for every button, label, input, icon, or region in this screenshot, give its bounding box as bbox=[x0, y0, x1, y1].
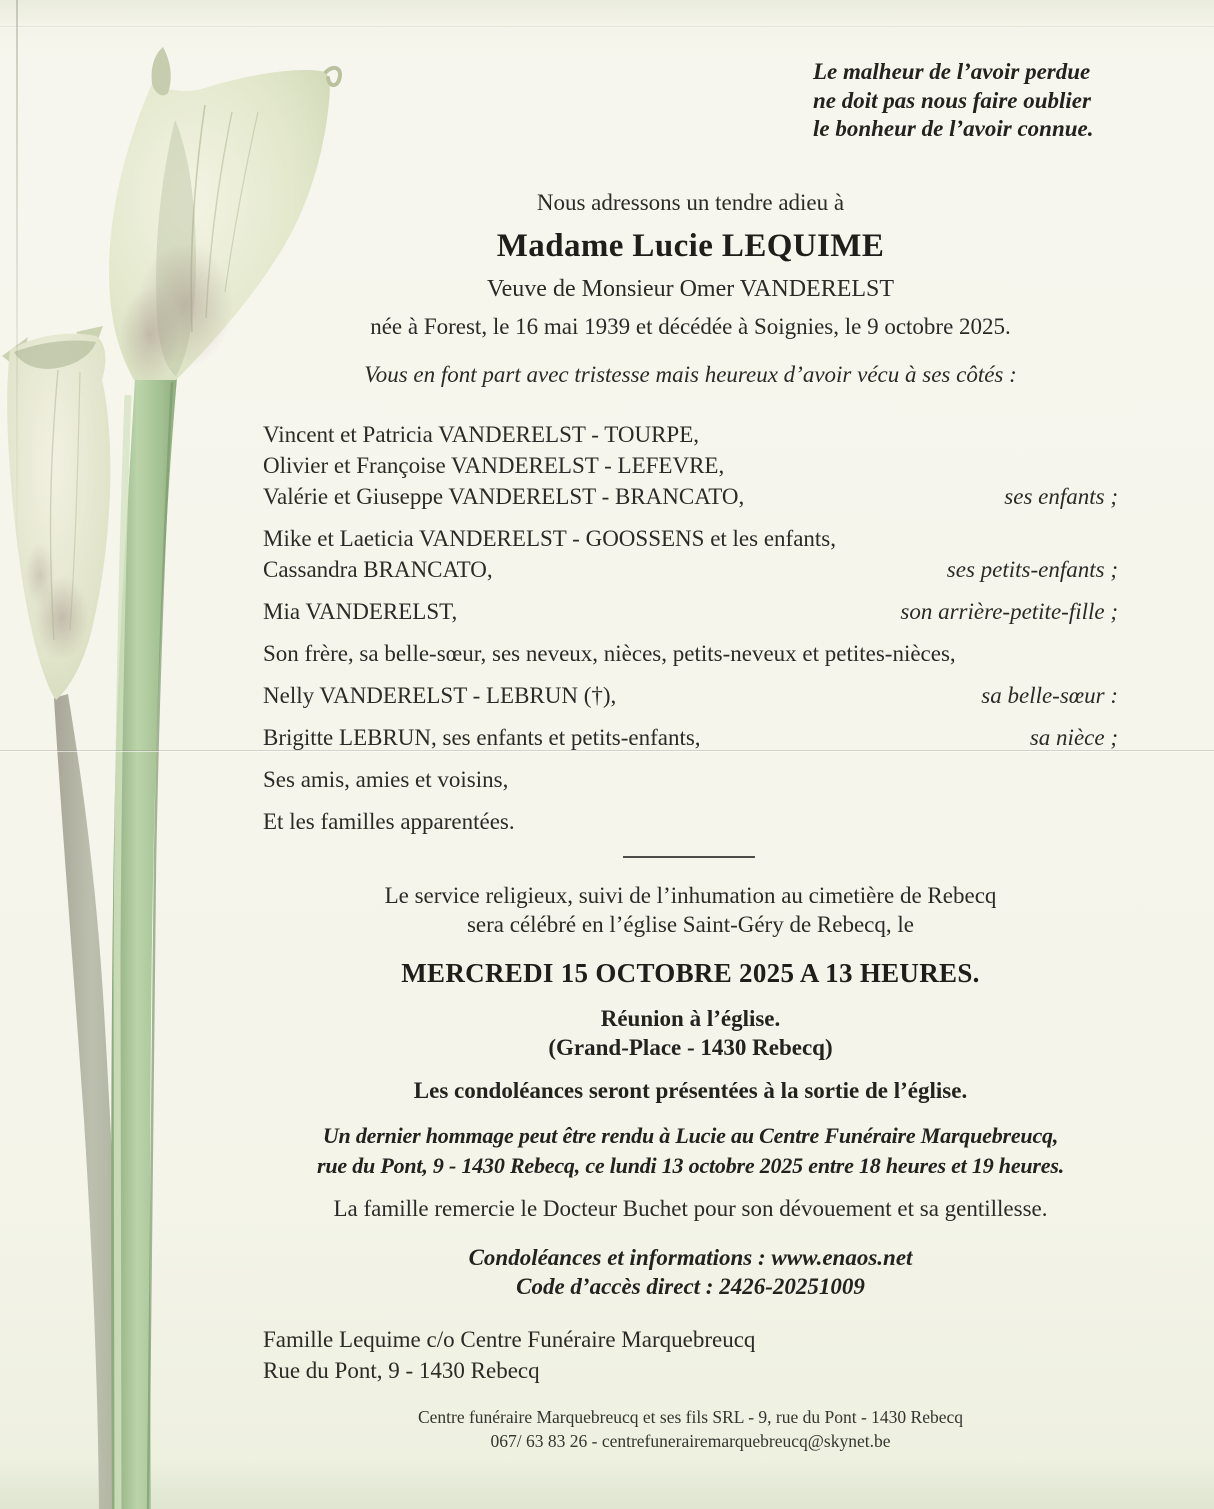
contact-line: Rue du Pont, 9 - 1430 Rebecq bbox=[263, 1358, 540, 1383]
epigraph-line: le bonheur de l’avoir connue. bbox=[813, 116, 1094, 141]
footer-line: 067/ 63 83 26 - centrefunerairemarquebreucq@skynet.be bbox=[490, 1431, 891, 1451]
announcement-line: Vous en font part avec tristesse mais heureux d’avoir vécu à ses côtés : bbox=[364, 362, 1017, 387]
family-row bbox=[263, 419, 1118, 450]
service-line: Le service religieux, suivi de l’inhumation au cimetière de Rebecq bbox=[384, 883, 997, 908]
family-row bbox=[263, 450, 1118, 481]
epigraph-line: ne doit pas nous faire oublier bbox=[813, 87, 1091, 113]
relation-label: ses enfants ; bbox=[1004, 484, 1118, 509]
relation-label: sa belle-sœur : bbox=[981, 683, 1118, 708]
online-access-code: Code d’accès direct : 2426-20251009 bbox=[516, 1274, 865, 1299]
tribute-line: rue du Pont, 9 - 1430 Rebecq, ce lundi 13 octobre 2025 entre 18 heures et 19 heures. bbox=[316, 1153, 1065, 1178]
family-row bbox=[263, 638, 1118, 669]
family-list bbox=[263, 419, 1118, 837]
family-member: Mike et Laeticia VANDERELST - GOOSSENS et les enfants, bbox=[263, 526, 837, 551]
family-member: Valérie et Giuseppe VANDERELST - BRANCATO, bbox=[263, 484, 745, 509]
footer-line: Centre funéraire Marquebreucq et ses fils SRL - 9, rue du Pont - 1430 Rebecq bbox=[417, 1407, 964, 1427]
condolences-line: Les condoléances seront présentées à la sortie de l’église. bbox=[413, 1078, 968, 1103]
family-contact-address bbox=[263, 1324, 1118, 1386]
service-announcement bbox=[263, 881, 1118, 939]
family-row bbox=[263, 554, 1118, 585]
life-dates-line: née à Forest, le 16 mai 1939 et décédée à Soignies, le 9 octobre 2025. bbox=[370, 314, 1011, 339]
relation-label: sa nièce ; bbox=[1029, 725, 1118, 750]
family-row bbox=[263, 596, 1118, 627]
family-member: Son frère, sa belle-sœur, ses neveux, nièces, petits-neveux et petites-nièces, bbox=[263, 641, 956, 666]
family-member: Cassandra BRANCATO, bbox=[263, 557, 493, 582]
meeting-place-line: (Grand-Place - 1430 Rebecq) bbox=[548, 1035, 833, 1060]
family-row bbox=[263, 806, 1118, 837]
family-member: Mia VANDERELST, bbox=[263, 599, 458, 624]
meeting-info bbox=[263, 1004, 1118, 1062]
fold-line-top bbox=[0, 26, 1214, 27]
intro-line: Nous adressons un tendre adieu à bbox=[536, 190, 845, 215]
family-row bbox=[263, 481, 1118, 512]
family-member: Vincent et Patricia VANDERELST - TOURPE, bbox=[263, 422, 700, 447]
tribute-line: Un dernier hommage peut être rendu à Lucie au Centre Funéraire Marquebreucq, bbox=[322, 1123, 1059, 1148]
family-row bbox=[263, 722, 1118, 753]
family-member: Nelly VANDERELST - LEBRUN (†), bbox=[263, 683, 617, 708]
funeral-home-footer bbox=[263, 1405, 1118, 1453]
contact-line: Famille Lequime c/o Centre Funéraire Marquebreucq bbox=[263, 1327, 756, 1352]
section-divider bbox=[623, 856, 755, 858]
relation-label: son arrière-petite-fille ; bbox=[900, 599, 1118, 624]
thanks-line: La famille remercie le Docteur Buchet pour son dévouement et sa gentillesse. bbox=[333, 1196, 1048, 1221]
family-member: Et les familles apparentées. bbox=[263, 809, 515, 834]
family-row bbox=[263, 764, 1118, 795]
tribute-info bbox=[263, 1121, 1118, 1181]
relation-label: ses petits-enfants ; bbox=[946, 557, 1118, 582]
service-datetime: MERCREDI 15 OCTOBRE 2025 A 13 HEURES. bbox=[401, 958, 980, 988]
scan-edge-shadow bbox=[16, 0, 18, 560]
epigraph bbox=[813, 58, 1093, 144]
service-line: sera célébré en l’église Saint-Géry de Rebecq, le bbox=[466, 912, 914, 937]
family-member: Brigitte LEBRUN, ses enfants et petits-enfants, bbox=[263, 725, 701, 750]
meeting-line: Réunion à l’église. bbox=[600, 1006, 781, 1031]
online-condolences bbox=[263, 1243, 1118, 1301]
deceased-name: Madame Lucie LEQUIME bbox=[496, 228, 885, 264]
online-line: Condoléances et informations : www.enaos.net bbox=[468, 1245, 913, 1270]
family-member: Olivier et Françoise VANDERELST - LEFEVRE, bbox=[263, 453, 725, 478]
epigraph-line: Le malheur de l’avoir perdue bbox=[813, 59, 1091, 84]
family-row bbox=[263, 680, 1118, 711]
family-member: Ses amis, amies et voisins, bbox=[263, 767, 509, 792]
relationship-line: Veuve de Monsieur Omer VANDERELST bbox=[486, 276, 895, 302]
family-row bbox=[263, 523, 1118, 554]
